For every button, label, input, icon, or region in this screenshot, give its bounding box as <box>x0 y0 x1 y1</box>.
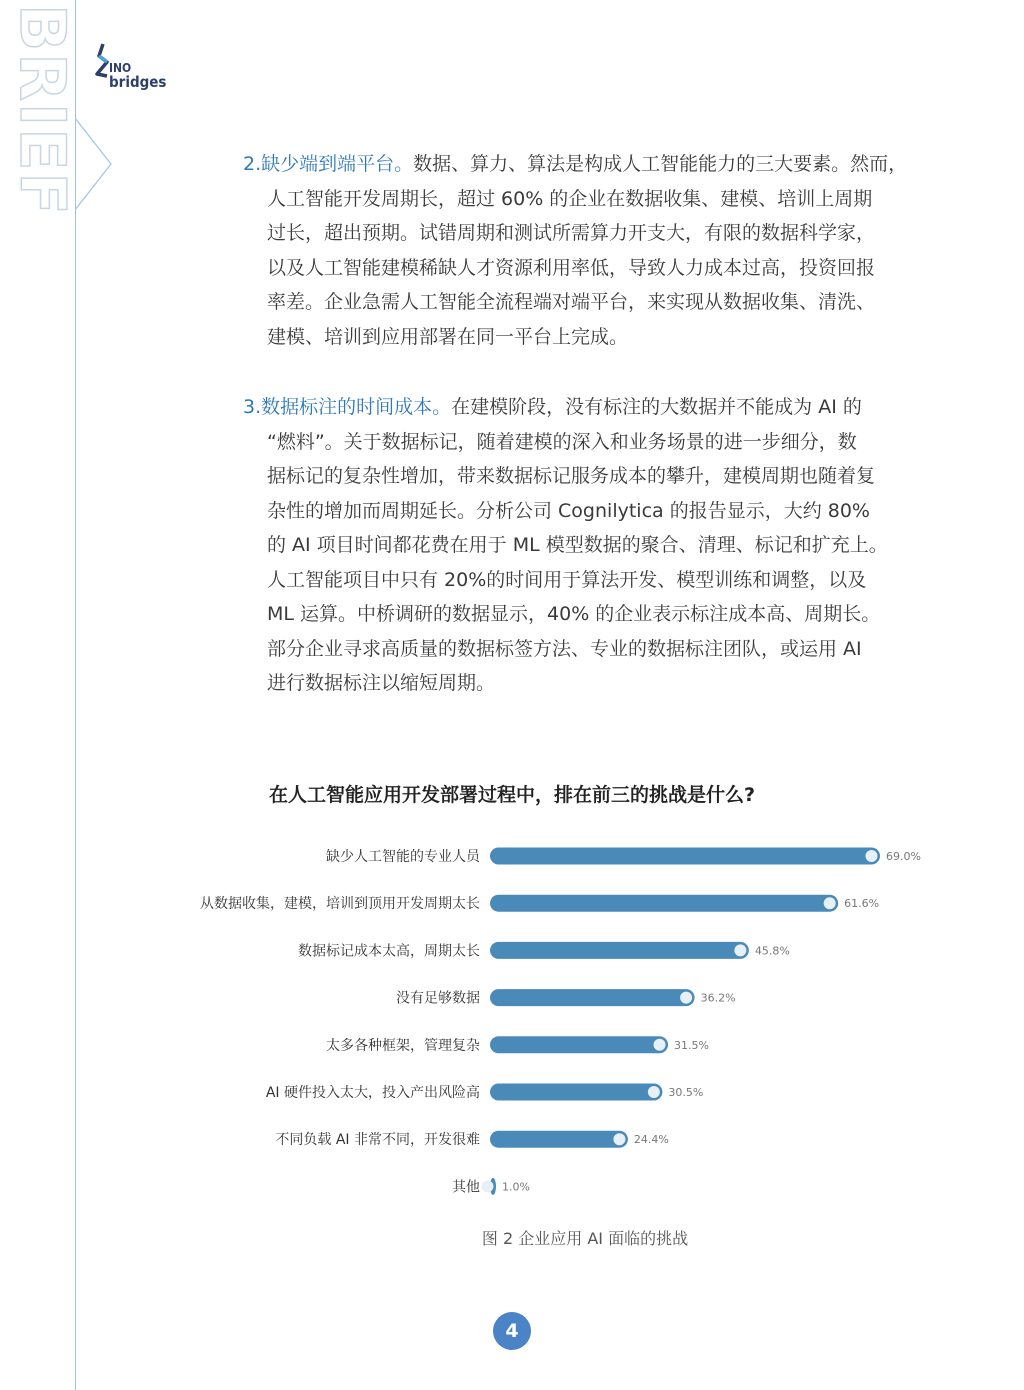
section-3-line-2: 据标记的复杂性增加，带来数据标记服务成本的攀升，建模周期也随着复 <box>267 465 876 487</box>
side-brief-wordmark: BRIEF <box>6 4 79 217</box>
section-3-line-7: 部分企业寻求高质量的数据标签方法、专业的数据标注团队，或运用 AI <box>267 637 862 660</box>
bar-end-dot <box>734 944 746 956</box>
section-3-line-1: “燃料”。关于数据标记，随着建模的深入和业务场景的进一步细分，数 <box>267 430 857 453</box>
category-label: 缺少人工智能的专业人员 <box>326 849 480 865</box>
bar-end-dot <box>482 1180 494 1192</box>
bar-end-dot <box>648 1086 660 1098</box>
section-3-line-0: 在建模阶段，没有标注的大数据并不能成为 AI 的 <box>451 396 862 418</box>
category-label: 太多各种框架，管理复杂 <box>326 1037 480 1054</box>
section-3-line-6: ML 运算。中桥调研的数据显示，40% 的企业表示标注成本高、周期长。 <box>267 603 881 625</box>
section-3-line-8: 进行数据标注以缩短周期。 <box>267 672 496 694</box>
figure-caption: 图 2 企业应用 AI 面临的挑战 <box>481 1229 689 1248</box>
section-3-heading: 数据标注的时间成本。 <box>261 396 452 418</box>
bar <box>490 1131 628 1148</box>
challenges-bar-chart <box>0 830 1024 1210</box>
value-label: 1.0% <box>502 1180 530 1194</box>
side-arrow-chevron <box>75 118 115 218</box>
value-label: 30.5% <box>668 1086 704 1099</box>
section-2-number: 2. <box>243 153 262 175</box>
chart-title: 在人工智能应用开发部署过程中，排在前三的挑战是什么? <box>268 784 756 806</box>
bar <box>490 942 749 959</box>
section-2-line-3: 以及人工智能建模稀缺人才资源利用率低，导致人力成本过高，投资回报 <box>267 256 876 279</box>
bar <box>490 848 880 865</box>
value-label: 31.5% <box>674 1038 709 1052</box>
value-label: 36.2% <box>700 991 736 1005</box>
bar <box>490 1036 668 1053</box>
value-label: 61.6% <box>844 897 880 911</box>
bar-end-dot <box>866 850 878 862</box>
bar-end-dot <box>824 897 836 909</box>
section-2-line-2: 过长，超出预期。试错周期和测试所需算力开支大，有限的数据科学家， <box>267 222 876 244</box>
section-2-line-0: 数据、算力、算法是构成人工智能能力的三大要素。然而， <box>413 153 908 175</box>
category-label: 数据标记成本太高，周期太长 <box>298 943 480 960</box>
category-label: 从数据收集，建模，培训到顶用开发周期太长 <box>200 896 480 913</box>
category-label: AI 硬件投入太大，投入产出风险高 <box>265 1085 480 1101</box>
category-label: 其他 <box>452 1179 480 1196</box>
section-3-line-4: 的 AI 项目时间都花费在用于 ML 模型数据的聚合、清理、标记和扩充上。 <box>267 534 888 556</box>
page-number-badge: 4 <box>493 1312 531 1350</box>
bar <box>490 895 838 912</box>
section-3-number: 3. <box>243 396 262 418</box>
value-label: 69.0% <box>886 850 921 863</box>
logo-wordmark <box>109 61 166 89</box>
section-3-line-5: 人工智能项目中只有 20%的时间用于算法开发、模型训练和调整，以及 <box>267 568 867 591</box>
category-label: 没有足够数据 <box>396 990 480 1007</box>
logo-line1: INO <box>109 61 132 75</box>
section-3-line-3: 杂性的增加而周期延长。分析公司 Cognilytica 的报告显示，大约 80% <box>267 499 870 522</box>
category-label: 不同负载 AI 非常不同，开发很难 <box>275 1132 480 1149</box>
value-label: 24.4% <box>633 1133 669 1147</box>
bar-end-dot <box>654 1039 666 1051</box>
bar-end-dot <box>680 992 692 1004</box>
bar <box>490 1084 662 1101</box>
section-2-heading: 缺少端到端平台。 <box>261 153 414 175</box>
logo-line2: bridges <box>109 73 167 91</box>
section-2-paragraph <box>243 147 933 354</box>
section-2-line-1: 人工智能开发周期长，超过 60% 的企业在数据收集、建模、培训上周期 <box>267 187 873 210</box>
bar <box>490 989 695 1006</box>
section-3-paragraph <box>243 390 933 701</box>
bar-end-dot <box>613 1133 625 1145</box>
value-label: 45.8% <box>754 944 790 958</box>
section-2-line-4: 率差。企业急需人工智能全流程端对端平台，来实现从数据收集、清洗、 <box>267 291 876 313</box>
section-2-line-5: 建模、培训到应用部署在同一平台上完成。 <box>267 325 629 348</box>
